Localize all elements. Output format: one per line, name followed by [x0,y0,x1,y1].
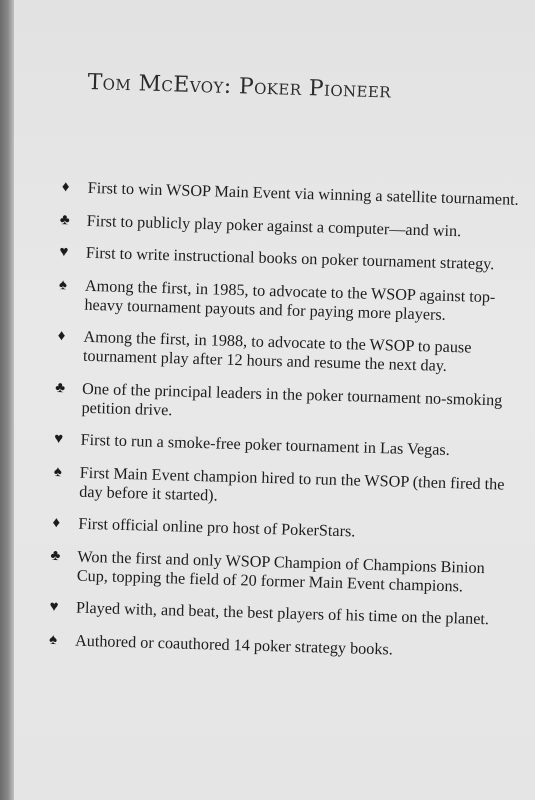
pioneer-list [44,178,527,676]
spade-icon: ♠ [58,276,68,293]
diamond-icon: ♦ [61,179,70,196]
list-item-text: First to write instructional books on poker tournament strategy. [85,243,495,274]
list-item-text: Among the first, in 1985, to advocate to the WSOP against top-heavy tournament payouts and for paying more players. [84,276,496,324]
list-item-text: First to publicly play poker against a computer—and win. [86,211,462,240]
list-item [48,514,518,546]
list-item-text: First Main Event champion hired to run the WSOP (then fired the day before it started). [79,463,505,505]
heart-icon: ♥ [59,244,69,261]
list-item-text: Authored or coauthored 14 poker strategy books. [74,631,394,659]
spade-icon: ♠ [53,463,63,480]
club-icon: ♣ [55,379,66,396]
list-item [45,630,515,662]
list-item [49,462,520,513]
club-icon: ♣ [50,547,61,564]
list-item [50,430,520,462]
list-item [53,327,524,378]
list-item-text: Won the first and only WSOP Champion of Champions Binion Cup, topping the field of 20 former Main Event champions. [76,547,485,595]
list-item [54,275,525,326]
list-item-text: Played with, and beat, the best players of his time on the planet. [75,598,490,629]
list-item [51,378,522,429]
list-item-text: One of the principal leaders in the poker tournament no-smoking petition drive. [81,379,503,419]
list-item-text: First official online pro host of PokerStars. [78,514,356,541]
diamond-icon: ♦ [57,328,66,345]
list-item [56,243,526,275]
page-title: Tom McEvoy: Poker Pioneer [87,70,392,104]
list-item [57,210,527,242]
list-item-text: First to win WSOP Main Event via winning a satellite tournament. [87,178,519,209]
heart-icon: ♥ [54,431,64,448]
spade-icon: ♠ [48,631,58,648]
list-item [47,546,518,597]
heart-icon: ♥ [49,598,59,616]
diamond-icon: ♦ [52,514,61,532]
club-icon: ♣ [59,211,70,228]
list-item [46,598,516,630]
list-item-text: Among the first, in 1988, to advocate to the WSOP to pause tournament play after 12 hours and resume the next day. [82,327,472,375]
list-item-text: First to run a smoke-free poker tournament in Las Vegas. [80,430,451,460]
